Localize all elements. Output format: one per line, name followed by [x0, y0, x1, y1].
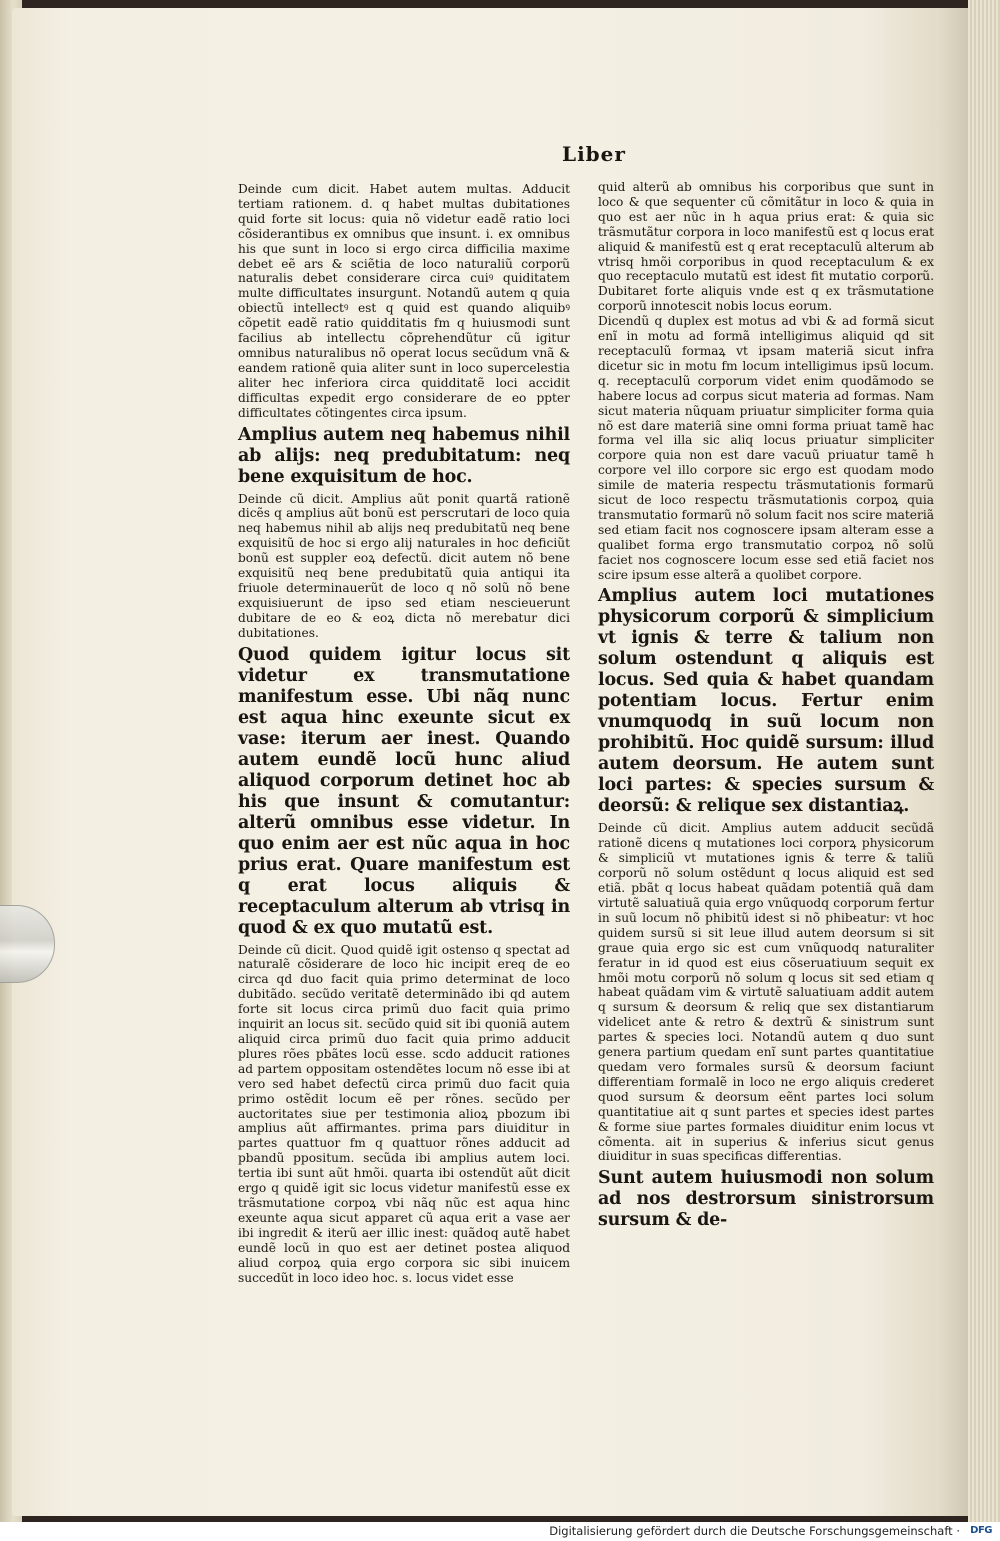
paragraph: Quod quidem igitur locus sit videtur ex transmutatione manifestum esse. Ubi nãq nunc est aqua hinc exeunte sicut ex vase: iterum aer inest. Quando autem eundẽ locũ hunc aliud aliquod corporum detinet hoc ab his que insunt & comutantur: alterũ omnibus esse videtur. In quo enim aer est nũc aqua in hoc prius erat. Quare manifestum est q erat locus aliquis & receptaculum alterum ab vtrisq in quod & ex quo mutatũ est.: [238, 644, 570, 938]
dfg-logo: DFG: [970, 1525, 992, 1536]
footer-credit: Digitalisierung gefördert durch die Deutsche Forschungsgemeinschaft ·: [549, 1524, 960, 1538]
paragraph: Deinde cum dicit. Habet autem multas. Adducit tertiam rationem. d. q habet multas dubitationes quid forte sit locus: quia nõ videtur eadẽ ratio loci cõsiderantibus ex omnibus que insunt. i. ex omnibus his que sunt in loco si ergo circa difficilia maxime debet eẽ ars & sciẽtia de loco naturaliũ corporũ naturalis debet considerare circa cuiꝰ quiditatem multe difficultates insurgunt. Notandũ autem q quia obiectũ intellectꝰ est q quid est quando aliquibꝰ cõpetit eadẽ ratio quidditatis fm q huiusmodi sunt facilius ab intellectu cõprehendũtur cũ igitur omnibus naturalibus nõ operat locus secũdum vnã & eandem rationẽ quia aliter sunt in loco supercelestia aliter hec inferiora circa quidditatẽ loci accidit difficultas expedit ergo considerare de eo ppter difficultates cõtingentes circa ipsum.: [238, 182, 570, 420]
paragraph: Sunt autem huiusmodi non solum ad nos destrorsum sinistrorsum sursum & de-: [598, 1168, 934, 1231]
running-head: Liber: [562, 142, 626, 166]
right-column: [598, 180, 934, 1231]
left-column: [238, 182, 570, 1285]
paragraph: Deinde cũ dicit. Amplius autem adducit secũdã rationẽ dicens q mutationes loci corporꝝ physicorum & simpliciũ vt mutationes ignis & terre & taliũ corporũ nõ solum ostẽdunt q locus aliquid est sed etiã. pbãt q locus habeat quãdam potentiã quã dam virtutẽ saluatiuã quia ergo vnũquodq corporum fertur in suũ locum nõ phibitũ idest si nõ phibeatur: vt hoc quidem sursũ si sit leue illud autem deorsum si sit graue quia ergo sic est cum vnũquodq naturaliter feratur in id quod est eius cõseruatiuum sequit ex hmõi motu corporũ nõ solum q locus sit sed etiam q habeat quãdam vim & virtutẽ saluatiuam addit autem q sursum & deorsum & reliq que sex distantiarum videlicet ante & retro & dextrũ & sinistrum sunt partes & species loci. Notandũ autem q duo sunt genera partium quedam enĩ sunt partes quantitatiue quedam vero formales sursũ & deorsum faciunt differentiam formalẽ in loco ne ergo aliquis crederet quod sursum & deorsum eẽnt partes loci solum quantitatiue ait q sunt partes et species idest partes & forme siue partes formales diuiditur enim locus vt cõmenta. ait in superius & inferius sicut genus diuiditur in suas specificas differentias.: [598, 821, 934, 1164]
paragraph: Deinde cũ dicit. Quod quidẽ igit ostenso q spectat ad naturalẽ cõsiderare de loco hic incipit ereq de eo circa qd duo facit quia primo determinat de loco dubitãdo. secũdo veritatẽ determinãdo ibi qd autem forte sit locus circa primũ duo facit quia primo inquirit an locus sit. secũdo quid sit ibi quoniã autem aliquid circa primũ duo facit quia primo adducit plures rões pbãtes locũ esse. scdo adducit rationes ad partem oppositam ostendẽtes locum nõ esse ibi at vero sed habet defectũ circa primũ duo facit quia primo ostẽdit locum eẽ per rõnes. secũdo per auctoritates siue per testimonia alioꝝ pbozum ibi amplius aũt affirmantes. prima pars diuiditur in partes quattuor fm q quattuor rõnes adducit ad pbandũ ppositum. secũda ibi amplius autem loci. tertia ibi sunt aũt hmõi. quarta ibi ostendũt aũt dicit ergo q quidẽ igit sic locus videtur manifestũ esse ex trãsmutatione corpoꝝ vbi nãq nũc est aqua hinc exeunte aqua sicut apparet cũ aqua erit a vase aer ibi ingredit & iterũ aer illic inest: quãdoq autẽ habet eundẽ locũ in quo est aer detinet postea aliquod aliud corpoꝝ quia ergo corpora sic sibi inuicem succedũt in loco ideo hoc. s. locus videt esse: [238, 942, 570, 1285]
paragraph: Dicendũ q duplex est motus ad vbi & ad formã sicut enĩ in motu ad formã intelligimus aliquid qd sit receptaculũ formaꝝ vt ipsam materiã sicut infra dicetur sic in motu fm locum intelligimus ipsũ locum. q. receptaculũ corporum videt enim quodãmodo se habere locus ad corpus sicut materia ad formas. Nam sicut materia nũquam priuatur simpliciter forma quia nõ est dare materiã sine omni forma priuat tamẽ hac forma vel illa sic aliq locus priuatur simpliciter corpore quia non est dare vacuũ priuatur tamẽ h corpore vel illo corpore sic ergo est quodam modo simile de materia respectu trãsmutationis formarũ sicut de loco respectu trãsmutationis corpoꝝ quia transmutatio formarũ nõ solum facit nos scire materiã sed etiam facit nos cognoscere ipsam alteram esse a qualibet forma ergo transmutatio corpoꝝ nõ solũ faciet nos cognoscere locum esse sed etiã faciet nos scire ipsum esse alterã a quolibet corpore.: [598, 314, 934, 582]
paragraph: Amplius autem neq habemus nihil ab alijs: neq predubitatum: neq bene exquisitum de hoc.: [238, 424, 570, 487]
page-stack-edge: [968, 0, 1000, 1522]
paragraph: Amplius autem loci mutationes physicorum corporũ & simplicium vt ignis & terre & talium non solum ostendunt q aliquis est locus. Sed quia & habet quandam potentiam locus. Fertur enim vnumquodq in suũ locum non prohibitũ. Hoc quidẽ sursum: illud autem deorsum. He autem sunt loci partes: & species sursum & deorsũ: & relique sex distantiaꝝ.: [598, 586, 934, 817]
footer-bar: [0, 1522, 1000, 1541]
paragraph: Deinde cũ dicit. Amplius aũt ponit quartã rationẽ dicẽs q amplius aũt bonũ est perscrutari de loco quia neq habemus nihil ab alijs neq predubitatũ neq bene exquisitũ de hoc si ergo alij naturales in hoc deficiũt bonũ est suppler eoꝝ defectũ. dicit autem nõ bene exquisitũ neq bene predubitatũ quia antiqui ita friuole determinauerũt de loco q nõ solũ nõ bene exquisiuerunt de ipso sed etiam nescieuerunt dubitare de eo & eoꝝ dicta nõ merebatur dici dubitationes.: [238, 491, 570, 640]
paragraph: quid alterũ ab omnibus his corporibus que sunt in loco & que sequenter cũ cõmitãtur in loco & quia in quo est aer nũc in h aqua prius erat: & quia sic trãsmutãtur corpora in loco manifestũ est q locus erat aliquid & manifestũ est q erat receptaculũ alterum ab vtrisq hmõi corporibus in quod receptaculum & ex quo receptaculo mutatũ est idest fit mutatio corporũ. Dubitaret forte aliquis vnde est q ex trãsmutatione corporũ innotescit nobis locus eorum.: [598, 180, 934, 314]
